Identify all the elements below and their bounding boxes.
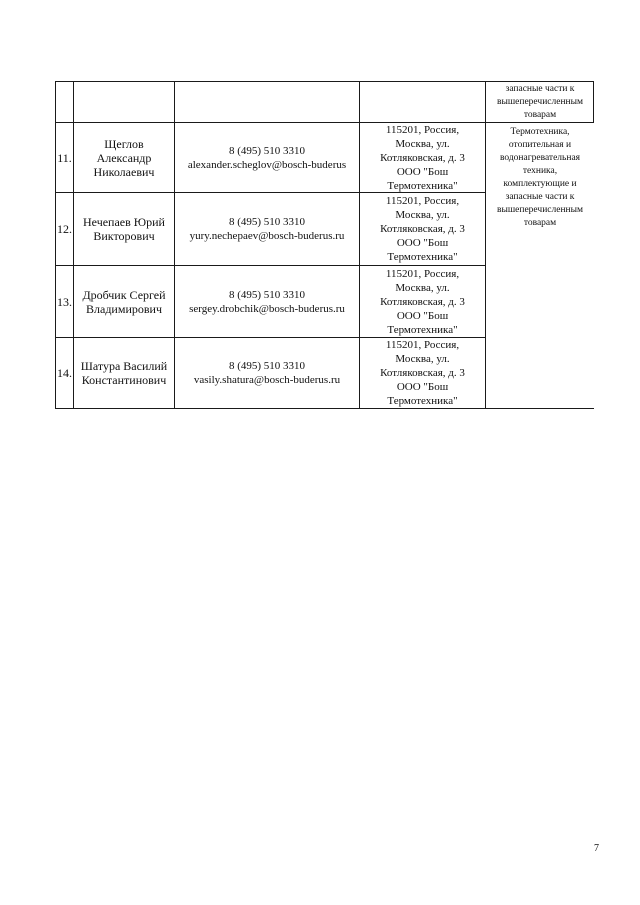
row-number: 13. <box>57 294 72 309</box>
person-name: Щеглов Александр Николаевич <box>93 136 155 179</box>
address-cell: 115201, Россия, Москва, ул. Котляковская, д. 3 ООО "Бош Термотехника" <box>380 267 465 336</box>
address-cell: 115201, Россия, Москва, ул. Котляковская, д. 3 ООО "Бош Термотехника" <box>380 123 465 192</box>
contact-cell <box>175 266 359 337</box>
address-cell: 115201, Россия, Москва, ул. Котляковская, д. 3 ООО "Бош Термотехника" <box>380 195 465 263</box>
row-number: 14. <box>57 366 72 380</box>
contact-cell <box>175 123 359 192</box>
email: sergey.drobchik@bosch-buderus.ru <box>189 302 345 315</box>
goods-cell-continued: запасные части к вышеперечисленным товарам <box>496 83 584 120</box>
person-name: Нечепаев Юрий Викторович <box>83 215 165 243</box>
address-cell: 115201, Россия, Москва, ул. Котляковская, д. 3 ООО "Бош Термотехника" <box>380 339 465 407</box>
phone: 8 (495) 510 3310 <box>228 144 306 157</box>
person-name: Дробчик Сергей Владимирович <box>82 287 166 316</box>
email: vasily.shatura@bosch-buderus.ru <box>193 374 341 386</box>
table-border-bottom <box>55 408 594 409</box>
row-number: 11. <box>57 150 72 165</box>
email: alexander.scheglov@bosch-buderus <box>187 158 347 171</box>
goods-cell-merged: Термотехника, отопительная и водонагревательная техника, комплектующие и запасные части к вышеперечисленным товарам <box>496 127 584 228</box>
phone: 8 (495) 510 3310 <box>228 360 306 372</box>
person-name: Шатура Василий Константинович <box>80 359 168 387</box>
phone: 8 (495) 510 3310 <box>228 288 306 301</box>
email: yury.nechepaev@bosch-buderus.ru <box>189 230 345 242</box>
contact-cell <box>175 193 359 265</box>
row-divider <box>485 122 594 123</box>
page-number: 7 <box>594 843 599 854</box>
row-number: 12. <box>57 222 72 236</box>
contact-cell <box>175 338 359 408</box>
phone: 8 (495) 510 3310 <box>228 216 306 228</box>
